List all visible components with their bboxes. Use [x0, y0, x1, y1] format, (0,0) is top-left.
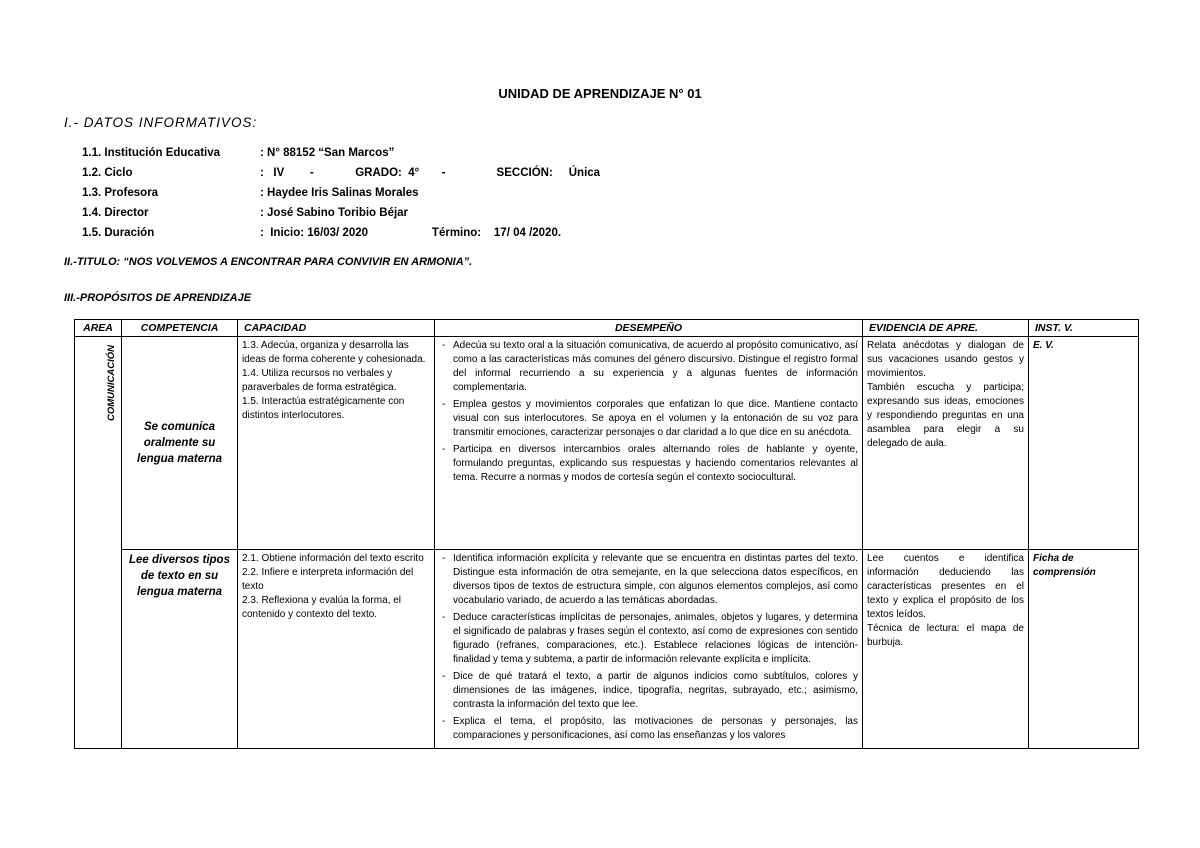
- capacidad-item: 2.2. Infiere e interpreta información del texto: [242, 567, 414, 592]
- instrumento-cell: E. V.: [1029, 337, 1139, 550]
- table-row: [75, 550, 1139, 749]
- table-row: [75, 337, 1139, 550]
- header-area: AREA: [75, 320, 122, 337]
- section-titulo: II.-TITULO: “NOS VOLVEMOS A ENCONTRAR PARA CONVIVIR EN ARMONIA”.: [64, 256, 473, 268]
- header-instrumento: INST. V.: [1029, 320, 1139, 337]
- capacidad-item: 1.4. Utiliza recursos no verbales y paraverbales de forma estratégica.: [242, 368, 397, 393]
- table-header-row: [75, 320, 1139, 337]
- desempeno-cell: [435, 550, 863, 749]
- info-label: 1.5. Duración: [82, 227, 155, 239]
- capacidad-item: 2.1. Obtiene información del texto escrito: [242, 553, 424, 564]
- info-label: 1.1. Institución Educativa: [82, 147, 221, 159]
- section-datos-informativos: I.- DATOS INFORMATIVOS:: [64, 115, 258, 130]
- desempeno-item: - Explica el tema, el propósito, las motivaciones de personas y personajes, las comparaciones y personificaciones, así como las enseñanzas y los valores: [453, 715, 858, 743]
- capacidad-item: 1.5. Interactúa estratégicamente con distintos interlocutores.: [242, 396, 405, 421]
- info-label: 1.2. Ciclo: [82, 167, 133, 179]
- desempeno-item: - Deduce características implícitas de personajes, animales, objetos y lugares, y determina el significado de palabras y frases según el contexto, así como de expresiones con sentido figurado (refranes, comparaciones, etc.). Establece relaciones lógicas de intención-finalidad y tema y subtema, a partir de información relevante explícita e implícita.: [453, 611, 858, 667]
- competencia-cell: Lee diversos tipos de texto en su lengua materna: [122, 550, 238, 749]
- info-value: : José Sabino Toribio Béjar: [260, 207, 409, 219]
- area-cell: [75, 337, 122, 749]
- desempeno-cell: [435, 337, 863, 550]
- header-capacidad: CAPACIDAD: [238, 320, 435, 337]
- evidencia-item: También escucha y participa; expresando sus ideas, emociones y respondiendo preguntas en una asamblea para elegir a su delegado de aula.: [867, 382, 1024, 449]
- evidencia-item: Técnica de lectura: el mapa de burbuja.: [867, 623, 1024, 648]
- info-label: 1.4. Director: [82, 207, 149, 219]
- capacidad-item: 1.3. Adecúa, organiza y desarrolla las ideas de forma coherente y cohesionada.: [242, 340, 426, 365]
- competencia-cell: Se comunica oralmente su lengua materna: [122, 337, 238, 550]
- instrumento-cell: Ficha de comprensión: [1029, 550, 1139, 749]
- desempeno-item: - Emplea gestos y movimientos corporales que enfatizan lo que dice. Mantiene contacto visual con sus interlocutores. Se apoya en el volumen y la entonación de su voz para transmitir emociones, caracterizar personajes o dar claridad a lo que dice en su anécdota.: [453, 398, 858, 440]
- info-value: : Inicio: 16/03/ 2020 Término: 17/ 04 /2020.: [260, 227, 562, 239]
- document-title: UNIDAD DE APRENDIZAJE N° 01: [498, 86, 702, 101]
- capacidad-item: 2.3. Reflexiona y evalúa la forma, el contenido y contexto del texto.: [242, 595, 401, 620]
- capacidad-cell: [238, 337, 435, 550]
- propositos-table: [74, 319, 1139, 749]
- evidencia-cell: [863, 337, 1029, 550]
- desempeno-item: - Dice de qué tratará el texto, a partir de algunos indicios como subtítulos, colores y dimensiones de las imágenes, índice, tipografía, negritas, subrayado, etc.; asimismo, contrasta la información del texto que lee.: [453, 670, 858, 712]
- info-value: : Haydee Iris Salinas Morales: [260, 187, 419, 199]
- area-label: COMUNICACIÓN: [106, 345, 117, 421]
- capacidad-cell: [238, 550, 435, 749]
- info-value: : IV - GRADO: 4° - SECCIÓN: Única: [260, 167, 601, 179]
- info-label: 1.3. Profesora: [82, 187, 159, 199]
- info-value: : N° 88152 “San Marcos”: [260, 147, 395, 159]
- header-desempeno: DESEMPEÑO: [435, 320, 863, 337]
- evidencia-item: Relata anécdotas y dialogan de sus vacaciones usando gestos y movimientos.: [867, 340, 1024, 379]
- evidencia-item: Lee cuentos e identifica información deduciendo las características presentes en el texto y explica el propósito de los textos leídos.: [867, 553, 1024, 620]
- desempeno-item: - Identifica información explícita y relevante que se encuentra en distintas partes del texto. Distingue esta información de otra semejante, en la que selecciona datos específicos, en diversos tipos de textos de estructura simple, con algunos elementos complejos, así como vocabulario variado, de acuerdo a las temáticas abordadas.: [453, 552, 858, 608]
- desempeno-item: - Participa en diversos intercambios orales alternando roles de hablante y oyente, formulando preguntas, explicando sus respuestas y haciendo comentarios relevantes al tema. Recurre a normas y modos de cortesía según el contexto sociocultural.: [453, 443, 858, 485]
- header-evidencia: EVIDENCIA DE APRE.: [863, 320, 1029, 337]
- header-competencia: COMPETENCIA: [122, 320, 238, 337]
- section-propositos: III.-PROPÓSITOS DE APRENDIZAJE: [64, 292, 252, 304]
- desempeno-item: - Adecúa su texto oral a la situación comunicativa, de acuerdo al propósito comunicativo, así como a las características más comunes del género discursivo. Distingue el registro formal del informal recurriendo a su experiencia y a algunas fuentes de información complementaria.: [453, 339, 858, 395]
- evidencia-cell: [863, 550, 1029, 749]
